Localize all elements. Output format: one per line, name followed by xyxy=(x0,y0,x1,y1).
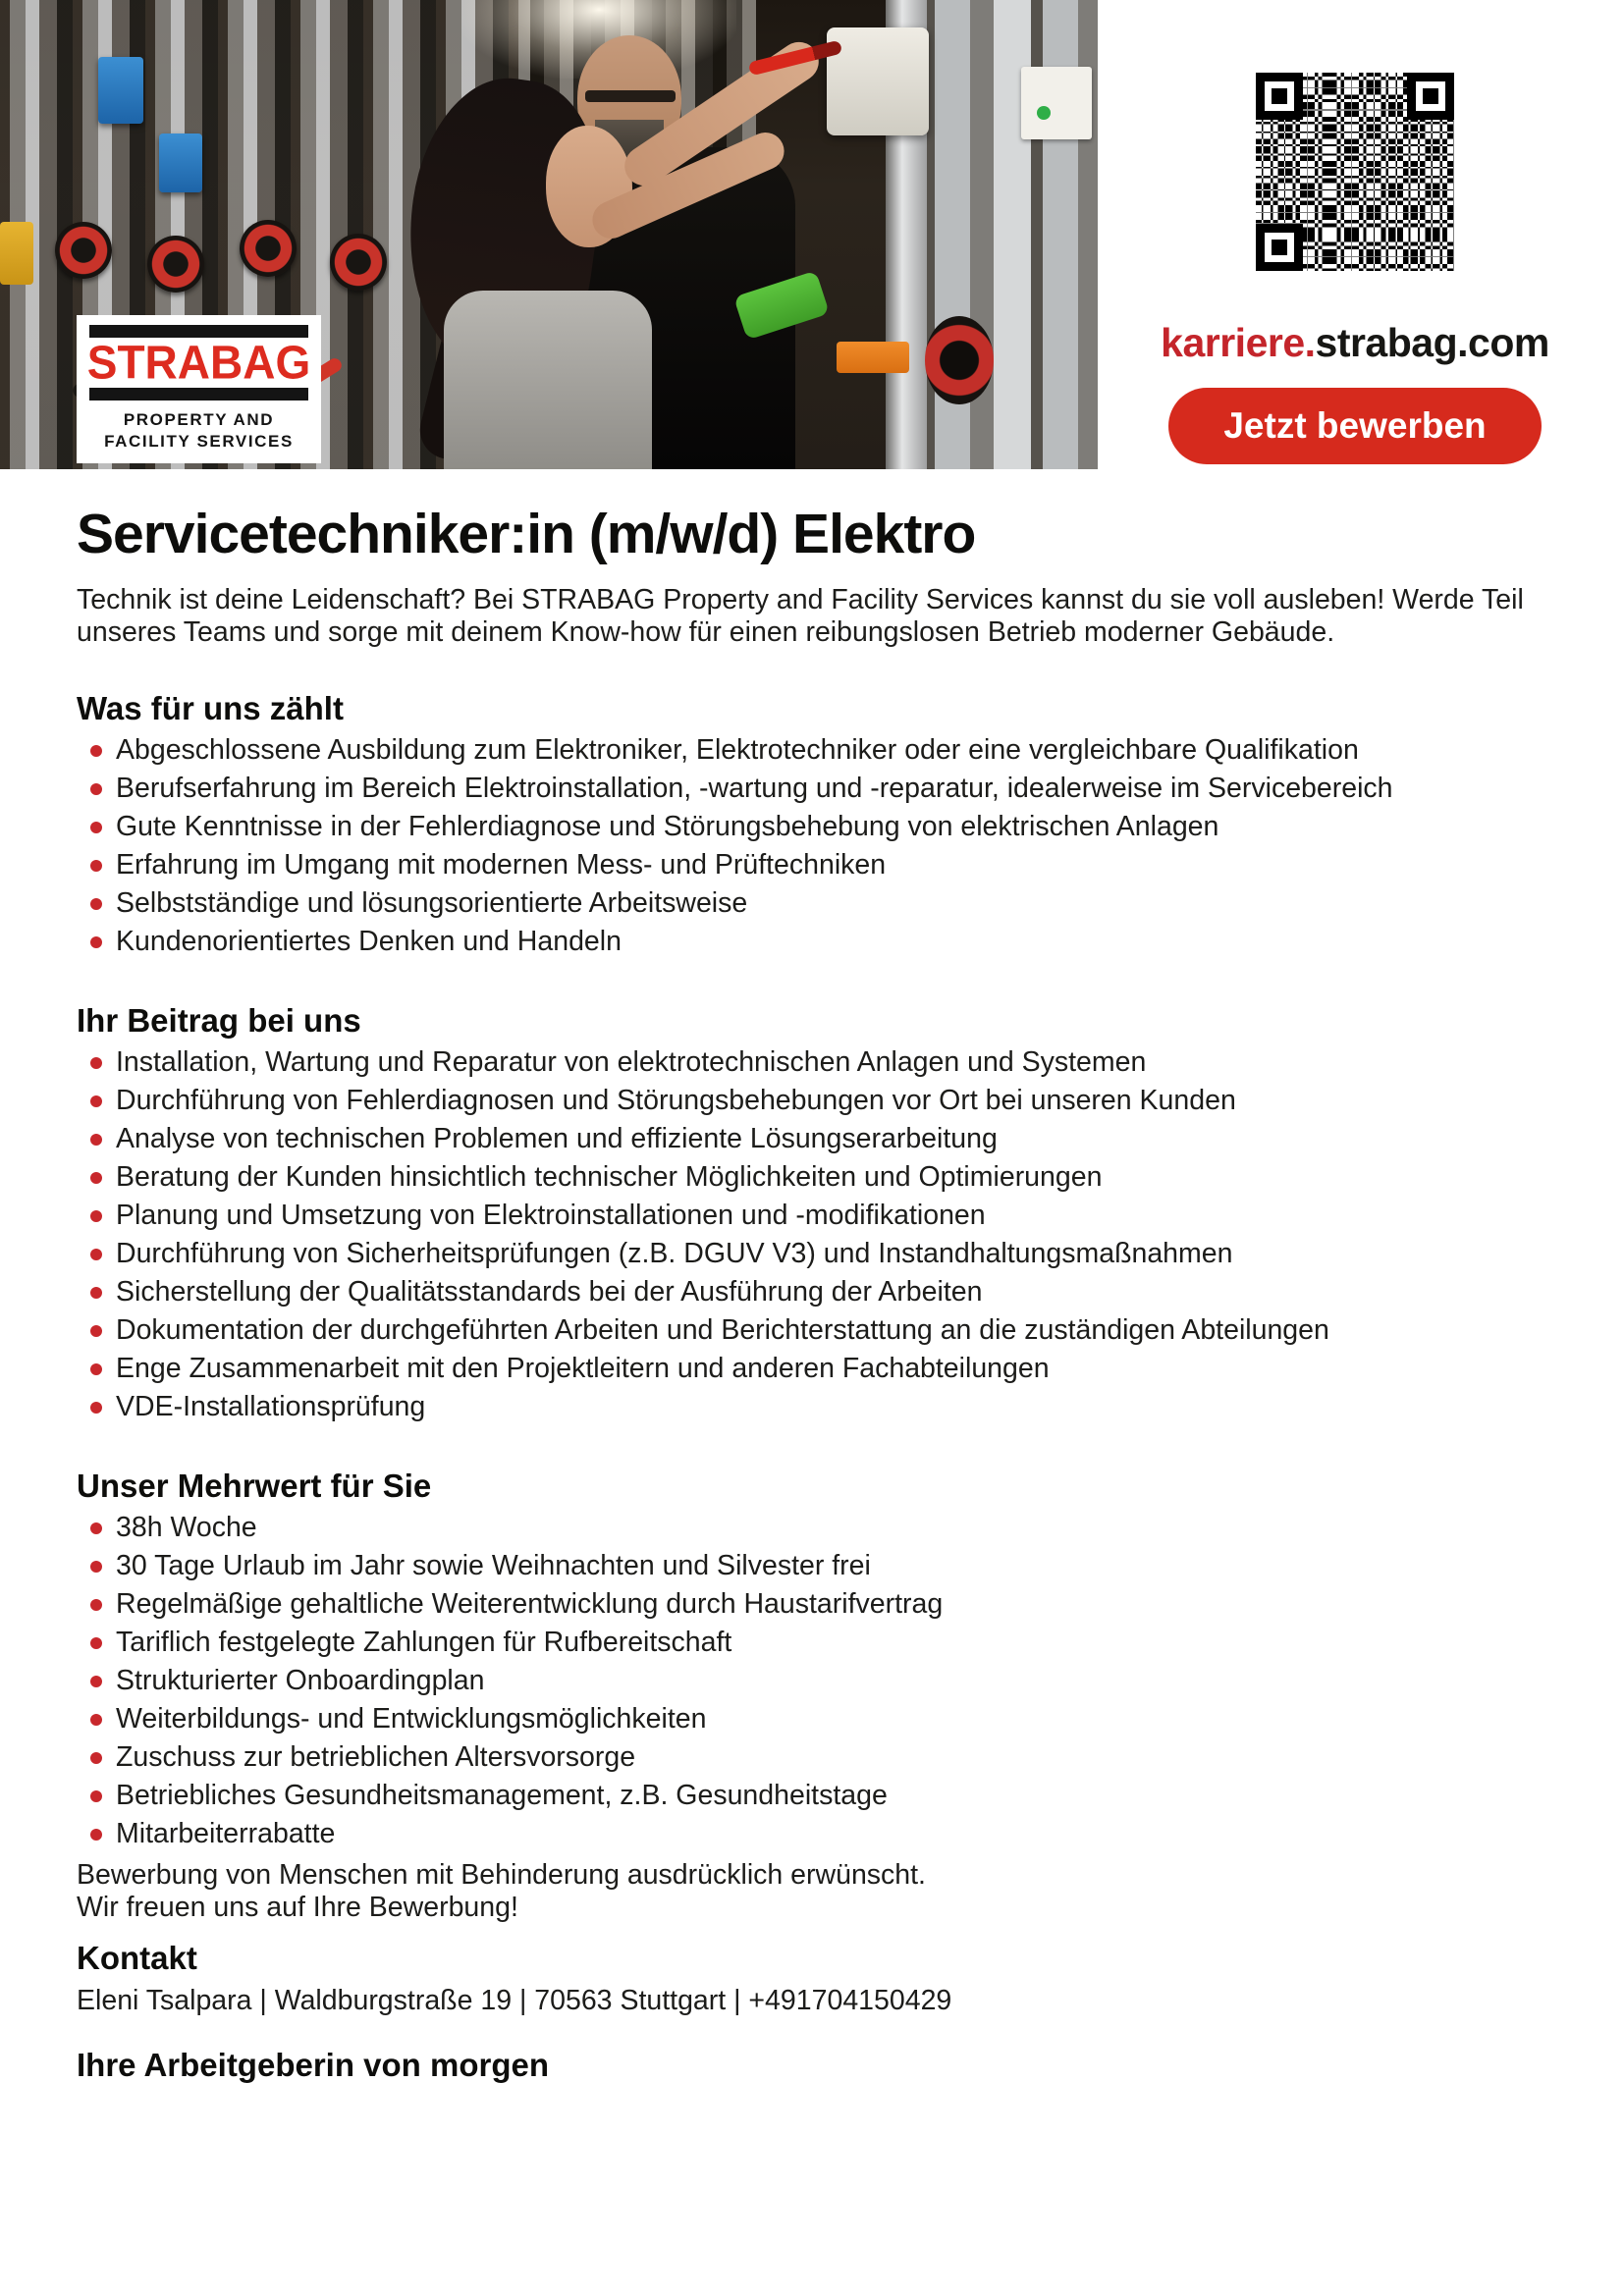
photo-woman-shirt xyxy=(444,291,652,469)
list-item-text: Regelmäßige gehaltliche Weiterentwicklung durch Haustarifvertrag xyxy=(116,1587,944,1620)
list-item-text: 30 Tage Urlaub im Jahr sowie Weihnachten und Silvester frei xyxy=(116,1549,871,1581)
list-item xyxy=(77,1388,1549,1426)
bullet-icon xyxy=(90,1522,102,1534)
bullet-icon xyxy=(90,822,102,833)
bullet-icon xyxy=(90,1790,102,1802)
list-item-text: Abgeschlossene Ausbildung zum Elektroniker, Elektrotechniker oder eine vergleichbare Qualifikation xyxy=(116,733,1359,766)
bullet-icon xyxy=(90,1676,102,1687)
section-heading: Unser Mehrwert für Sie xyxy=(77,1467,432,1504)
list-item xyxy=(77,1738,1549,1777)
list-item-text: Analyse von technischen Problemen und effiziente Lösungserarbeitung xyxy=(116,1122,998,1154)
website-highlight: karriere. xyxy=(1161,320,1316,365)
list-item xyxy=(77,1082,1549,1120)
list-item xyxy=(77,1120,1549,1158)
logo-subtitle-line2: FACILITY SERVICES xyxy=(104,431,294,451)
list-item-text: Erfahrung im Umgang mit modernen Mess- und Prüftechniken xyxy=(116,848,887,881)
bullet-icon xyxy=(90,1057,102,1069)
list-item xyxy=(77,1311,1549,1350)
bullet-icon xyxy=(90,860,102,872)
bullet-icon xyxy=(90,1325,102,1337)
list-item-text: Zuschuss zur betrieblichen Altersvorsorge xyxy=(116,1740,636,1773)
bullet-icon xyxy=(90,1402,102,1414)
list-item-text: Dokumentation der durchgeführten Arbeiten und Berichterstattung an die zuständigen Abteilungen xyxy=(116,1313,1329,1346)
photo-man-glasses xyxy=(585,90,676,102)
bullet-icon xyxy=(90,1172,102,1184)
list-item xyxy=(77,923,1549,961)
intro-paragraph: Technik ist deine Leidenschaft? Bei STRABAG Property and Facility Services kannst du sie voll ausleben! Werde Teil unseres Teams und sorge mit deinem Know-how für einen reibungslosen Betrieb moderner Gebäude. xyxy=(77,583,1524,648)
bullet-icon xyxy=(90,1829,102,1841)
photo-junction-box xyxy=(827,27,929,135)
bullet-list xyxy=(77,1043,1549,1426)
list-item-text: Mitarbeiterrabatte xyxy=(116,1817,336,1849)
list-item xyxy=(77,884,1549,923)
list-item xyxy=(77,1043,1549,1082)
bullet-icon xyxy=(90,1714,102,1726)
strabag-logo xyxy=(77,315,321,463)
apply-column xyxy=(1139,0,1571,464)
qr-finder-icon xyxy=(1407,73,1454,120)
page-title: Servicetechniker:in (m/w/d) Elektro xyxy=(77,503,976,565)
list-item xyxy=(77,1509,1549,1547)
bullet-icon xyxy=(90,1134,102,1146)
list-item xyxy=(77,1585,1549,1624)
logo-subtitle xyxy=(104,409,294,453)
photo-red-valve xyxy=(925,316,994,404)
logo-brand-text: STRABAG xyxy=(86,335,311,390)
list-item-text: Betriebliches Gesundheitsmanagement, z.B. Gesundheitstage xyxy=(116,1779,888,1811)
apply-now-button[interactable]: Jetzt bewerben xyxy=(1168,388,1542,464)
bullet-icon xyxy=(90,1599,102,1611)
bullet-icon xyxy=(90,783,102,795)
photo-green-indicator xyxy=(1037,106,1051,120)
qr-finder-icon xyxy=(1256,224,1303,271)
list-item-text: Durchführung von Sicherheitsprüfungen (z.B. DGUV V3) und Instandhaltungsmaßnahmen xyxy=(116,1237,1233,1269)
photo-blue-actuator xyxy=(159,133,202,192)
job-content xyxy=(77,469,1549,2084)
list-item-text: Installation, Wartung und Reparatur von elektrotechnischen Anlagen und Systemen xyxy=(116,1045,1147,1078)
bullet-icon xyxy=(90,898,102,910)
list-item-text: Sicherstellung der Qualitätsstandards bei der Ausführung der Arbeiten xyxy=(116,1275,983,1308)
photo-tank-label xyxy=(1021,67,1092,139)
closing-note xyxy=(77,1859,1549,1924)
qr-code xyxy=(1246,63,1464,281)
contact-line: Eleni Tsalpara | Waldburgstraße 19 | 70563 Stuttgart | +491704150429 xyxy=(77,1984,952,2016)
logo-bottom-bar xyxy=(89,388,308,400)
website-rest: strabag.com xyxy=(1315,320,1549,365)
list-item xyxy=(77,1235,1549,1273)
bullet-icon xyxy=(90,1095,102,1107)
contact-heading: Kontakt xyxy=(77,1939,197,1976)
list-item xyxy=(77,1197,1549,1235)
list-item-text: Strukturierter Onboardingplan xyxy=(116,1664,485,1696)
bullet-icon xyxy=(90,745,102,757)
list-item-text: Tariflich festgelegte Zahlungen für Rufbereitschaft xyxy=(116,1626,732,1658)
bullet-list xyxy=(77,731,1549,961)
list-item-text: Kundenorientiertes Denken und Handeln xyxy=(116,925,622,957)
section-heading: Ihr Beitrag bei uns xyxy=(77,1001,361,1039)
list-item xyxy=(77,1624,1549,1662)
list-item-text: Planung und Umsetzung von Elektroinstallationen und -modifikationen xyxy=(116,1199,986,1231)
list-item-text: VDE-Installationsprüfung xyxy=(116,1390,426,1422)
photo-valve-wheel xyxy=(147,236,204,293)
bullet-icon xyxy=(90,1363,102,1375)
photo-valve-wheel xyxy=(240,220,297,277)
list-item xyxy=(77,1662,1549,1700)
list-item-text: Weiterbildungs- und Entwicklungsmöglichkeiten xyxy=(116,1702,707,1735)
photo-valve-wheel xyxy=(55,222,112,279)
list-item xyxy=(77,1158,1549,1197)
logo-subtitle-line1: PROPERTY AND xyxy=(123,409,275,429)
list-item-text: Gute Kenntnisse in der Fehlerdiagnose und Störungsbehebung von elektrischen Anlagen xyxy=(116,810,1219,842)
list-item-text: Selbstständige und lösungsorientierte Arbeitsweise xyxy=(116,886,748,919)
bullet-icon xyxy=(90,936,102,948)
closing-line-2: Wir freuen uns auf Ihre Bewerbung! xyxy=(77,1891,518,1923)
qr-finder-icon xyxy=(1256,73,1303,120)
list-item-text: 38h Woche xyxy=(116,1511,257,1543)
photo-yellow-device xyxy=(0,222,33,285)
list-item xyxy=(77,1547,1549,1585)
list-item-text: Berufserfahrung im Bereich Elektroinstallation, -wartung und -reparatur, idealerweise im Servicebereich xyxy=(116,772,1393,804)
list-item xyxy=(77,731,1549,770)
list-item xyxy=(77,770,1549,808)
list-item xyxy=(77,1700,1549,1738)
sections xyxy=(77,690,1549,1853)
bullet-icon xyxy=(90,1752,102,1764)
section-heading: Was für uns zählt xyxy=(77,689,344,726)
list-item-text: Enge Zusammenarbeit mit den Projektleitern und anderen Fachabteilungen xyxy=(116,1352,1050,1384)
list-item xyxy=(77,846,1549,884)
closing-line-1: Bewerbung von Menschen mit Behinderung ausdrücklich erwünscht. xyxy=(77,1858,926,1891)
bullet-icon xyxy=(90,1287,102,1299)
list-item xyxy=(77,1350,1549,1388)
photo-valve-wheel xyxy=(330,234,387,291)
bullet-icon xyxy=(90,1561,102,1573)
bullet-icon xyxy=(90,1210,102,1222)
bullet-icon xyxy=(90,1637,102,1649)
list-item xyxy=(77,1777,1549,1815)
list-item xyxy=(77,1273,1549,1311)
photo-blue-actuator xyxy=(98,57,143,124)
bullet-list xyxy=(77,1509,1549,1853)
footer-heading: Ihre Arbeitgeberin von morgen xyxy=(77,2046,550,2083)
bullet-icon xyxy=(90,1249,102,1260)
list-item-text: Beratung der Kunden hinsichtlich technischer Möglichkeiten und Optimierungen xyxy=(116,1160,1103,1193)
photo-orange-clamp xyxy=(837,342,909,373)
list-item-text: Durchführung von Fehlerdiagnosen und Störungsbehebungen vor Ort bei unseren Kunden xyxy=(116,1084,1236,1116)
list-item xyxy=(77,1815,1549,1853)
career-website-link[interactable] xyxy=(1139,320,1571,366)
list-item xyxy=(77,808,1549,846)
